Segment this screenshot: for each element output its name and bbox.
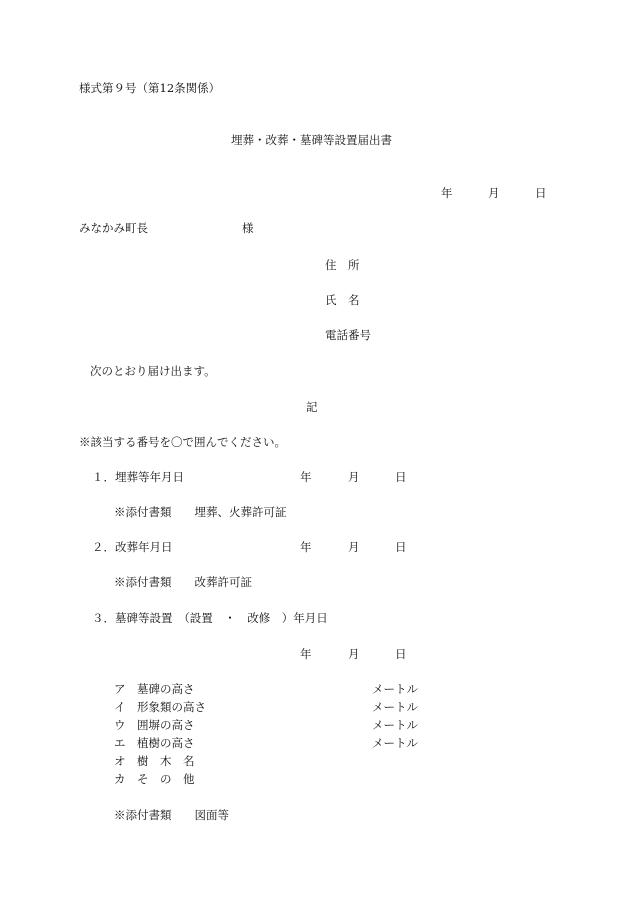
date-year-label: 年 <box>441 186 453 200</box>
item-3-day: 日 <box>395 647 407 661</box>
item-2-day: 日 <box>395 540 407 554</box>
spec-unit: メートル <box>372 682 418 696</box>
date-month-label: 月 <box>488 186 500 200</box>
ki-heading: 記 <box>306 400 318 414</box>
spec-item: イ 形象類の高さ <box>114 700 206 714</box>
item-3-month: 月 <box>348 647 360 661</box>
item-1-month: 月 <box>348 470 360 484</box>
item-2-attachment: ※添付書類 改葬許可証 <box>114 575 252 589</box>
item-3-attachment: ※添付書類 図面等 <box>114 808 229 822</box>
intro-text: 次のとおり届け出ます。 <box>90 364 216 378</box>
item-1-label: １．埋葬等年月日 <box>92 470 184 484</box>
instruction-text: ※該当する番号を〇で囲んでください。 <box>79 435 286 449</box>
item-2-month: 月 <box>348 540 360 554</box>
item-3-year: 年 <box>300 647 312 661</box>
item-1-attachment: ※添付書類 埋葬、火葬許可証 <box>114 505 287 519</box>
addressee-name: みなかみ町長 <box>79 221 148 235</box>
phone-label: 電話番号 <box>325 328 371 342</box>
page-title: 埋葬・改葬・墓碑等設置届出書 <box>231 133 392 147</box>
address-label: 住 所 <box>325 258 360 272</box>
item-1-day: 日 <box>395 470 407 484</box>
addressee-honorific: 様 <box>242 221 254 235</box>
spec-unit: メートル <box>372 736 418 750</box>
item-3-label: ３．墓碑等設置 （設置 ・ 改修 ）年月日 <box>92 611 328 625</box>
spec-item: ウ 囲塀の高さ <box>114 718 195 732</box>
spec-unit: メートル <box>372 700 418 714</box>
form-number: 様式第９号（第12条関係） <box>79 81 221 95</box>
date-day-label: 日 <box>535 186 547 200</box>
item-2-label: ２．改葬年月日 <box>92 540 173 554</box>
item-1-year: 年 <box>300 470 312 484</box>
spec-item: ア 墓碑の高さ <box>114 682 195 696</box>
spec-item: カ そ の 他 <box>114 772 195 786</box>
spec-unit: メートル <box>372 718 418 732</box>
name-label: 氏 名 <box>325 293 360 307</box>
spec-item: エ 植樹の高さ <box>114 736 195 750</box>
spec-item: オ 樹 木 名 <box>114 754 195 768</box>
item-2-year: 年 <box>300 540 312 554</box>
